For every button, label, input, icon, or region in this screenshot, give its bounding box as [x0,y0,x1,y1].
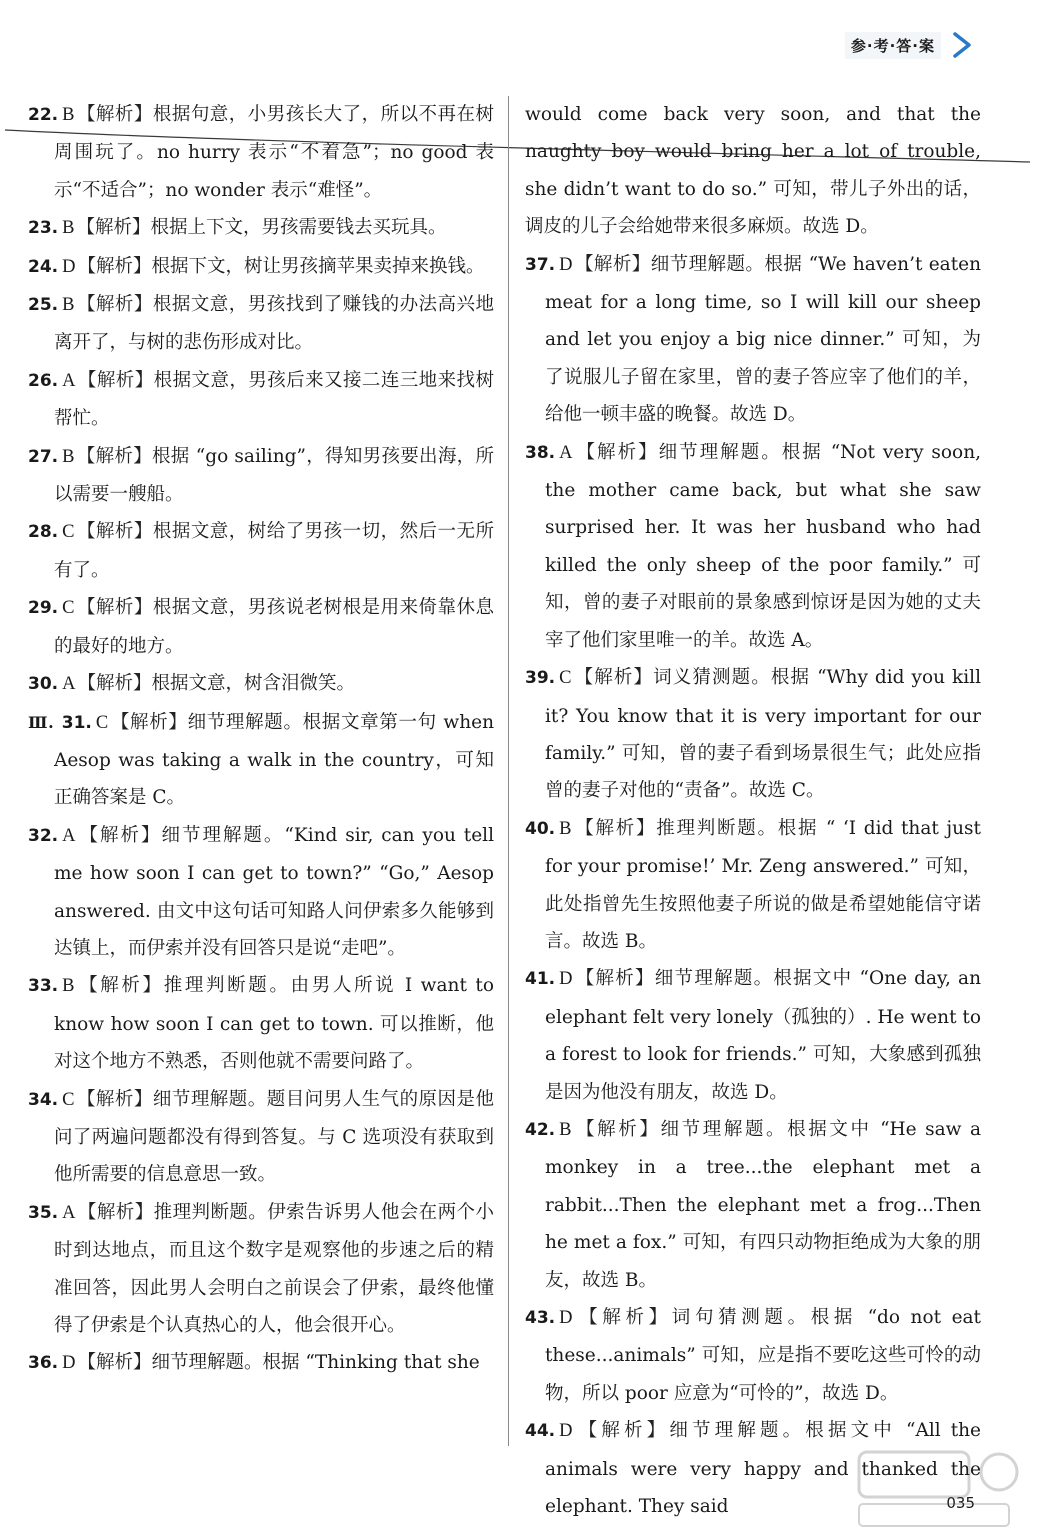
answer-item [525,659,981,810]
question-number: 28. [28,522,59,543]
analysis-tag: 【解析】 [76,445,152,467]
answer-item [28,96,494,209]
answer-letter: D [559,1421,573,1442]
analysis-tag: 【解析】 [77,673,152,695]
answer-item [28,248,494,286]
explanation-text: 细节理解题。根据 “Thinking that she [151,1352,480,1374]
answer-letter: D [559,969,573,990]
analysis-tag: 【解析】 [573,1118,661,1140]
question-number: 31. [61,712,92,733]
page-number: 035 [946,1494,975,1512]
question-number: 40. [525,818,556,839]
header-title: 参·考·答·案 [845,32,941,59]
answer-item [28,967,494,1080]
answer-letter: B [62,446,75,467]
page-header [845,30,977,60]
analysis-tag: 【解析】 [76,217,151,239]
question-number: 44. [525,1421,556,1442]
analysis-tag: 【解析】 [77,1352,152,1374]
explanation-text: 根据文意，男孩找到了赚钱的办法高兴地离开了，与树的悲伤形成对比。 [54,294,494,354]
explanation-text: 细节理解题。题目问男人生气的原因是他问了两遍问题都没有得到答复。与 C 选项没有获取到他所需要的信息意思一致。 [54,1088,494,1186]
answer-item [525,810,981,961]
explanation-text: 细节理解题。根据文中 “He saw a monkey in a tree...the elephant met a rabbit...Then the elephant met a frog...Then he met a fox.” 可知，有四只动物拒绝成为大象的朋友，故选 B。 [545,1118,981,1291]
answer-letter: C [62,1089,75,1110]
explanation-text: 根据文意，树给了男孩一切，然后一无所有了。 [54,521,494,581]
answer-item [525,246,981,434]
answer-item [28,513,494,589]
analysis-tag: 【解析】 [110,711,188,733]
answer-letter: B [559,1119,572,1140]
question-number: 26. [28,370,59,391]
question-number: 37. [525,254,556,275]
answer-letter: A [62,825,76,846]
analysis-tag: 【解析】 [76,104,153,125]
question-number: 22. [28,105,59,125]
question-number: 32. [28,825,59,846]
explanation-text: 推理判断题。根据 “ ‘I did that just for your promise!’ Mr. Zeng answered.” 可知，此处指曾先生按照他妻子所说的做是希望她能信守诺言。故选 B。 [545,817,981,952]
question-number: 24. [28,256,59,277]
explanation-text: 细节理解题。根据文中 “One day, an elephant felt very lonely（孤独的）. He went to a forest to look for friends.” 可知，大象感到孤独是因为他没有朋友，故选 D。 [545,968,981,1103]
explanation-text: 根据上下文，男孩需要钱去买玩具。 [150,217,447,239]
answer-letter: D [559,1308,573,1328]
analysis-tag: 【解析】 [76,521,153,543]
answer-item [28,665,494,703]
answer-letter: C [62,522,75,543]
analysis-tag: 【解析】 [574,1307,672,1328]
answer-item [28,1344,494,1382]
continued-text: would come back very soon, and that the naughty boy would bring her a lot of trouble, she didn’t want to do so.” 可知，带儿子外出的话，调皮的儿子会给她带来很多麻烦。故选 D。 [525,104,981,238]
analysis-tag: 【解析】 [76,1088,153,1110]
question-number: 35. [28,1202,59,1223]
explanation-text: 词句猜测题。根据 “do not eat these...animals” 可知，应是指不要吃这些可怜的动物，所以 poor 应意为“可怜的”，故选 D。 [545,1307,981,1404]
explanation-text: 根据文意，树含泪微笑。 [151,673,356,695]
answer-item [525,434,981,659]
explanation-text: 根据句意，小男孩长大了，所以不再在树周围玩了。no hurry 表示“不着急”；no good 表示“不适合”；no wonder 表示“难怪”。 [54,104,494,201]
explanation-text: 推理判断题。伊索告诉男人他会在两个小时到达地点，而且这个数字是观察他的步速之后的精准回答，因此男人会明白之前误会了伊索，最终他懂得了伊索是个认真热心的人，他会很开心。 [54,1201,494,1336]
answer-item [28,589,494,665]
analysis-tag: 【解析】 [574,253,651,275]
answer-letter: D [62,1353,76,1374]
explanation-text: 词义猜测题。根据 “Why did you kill it? You know that it is very important for our family.” 可知，曾的妻子看到场景很生气；此处应指曾的妻子对他的“责备”。故选 C。 [545,667,981,802]
explanation-text: 根据下文，树让男孩摘苹果卖掉来换钱。 [151,255,485,277]
question-number: 41. [525,969,556,990]
analysis-tag: 【解析】 [76,975,164,997]
answer-item [28,286,494,362]
question-number: 23. [28,218,59,239]
answer-letter: C [95,712,109,733]
answer-letter: B [62,105,75,125]
explanation-text: 推理判断题。由男人所说 I want to know how soon I can get to town. 可以推断，他对这个地方不熟悉，否则他就不需要问路了。 [54,975,494,1073]
explanation-text: 细节理解题。根据 “Not very soon, the mother came back, but what she saw surprised her. It was her husband who had killed the only sheep of the poor family.” 可知，曾的妻子对眼前的景象感到惊讶是因为她的丈夫宰了他们家里唯一的羊。故选 A。 [545,441,981,651]
answer-letter: A [559,442,573,463]
answer-letter: B [62,218,75,239]
analysis-tag: 【解析】 [573,667,654,689]
answer-item [525,1299,981,1412]
answer-letter: C [559,668,572,689]
analysis-tag: 【解析】 [574,1420,670,1442]
answer-letter: C [62,598,75,619]
answer-item [28,1194,494,1345]
analysis-tag: 【解析】 [77,824,162,846]
answer-letter: A [62,1202,76,1223]
question-number: 33. [28,976,59,997]
chevron-right-icon [947,30,977,60]
answer-letter: B [559,818,572,839]
question-number: 30. [28,674,59,695]
answer-letter: A [62,674,76,695]
question-number: 43. [525,1308,556,1328]
answer-letter: B [62,976,75,997]
question-number: 34. [28,1089,59,1110]
analysis-tag: 【解析】 [77,1201,154,1223]
answer-letter: A [62,370,76,391]
answer-item [28,438,494,514]
answer-item [28,817,494,968]
explanation-text: 细节理解题。根据文章第一句 when Aesop was taking a walk in the country，可知正确答案是 C。 [54,711,494,809]
question-number: 39. [525,668,556,689]
question-number: 29. [28,598,59,619]
question-number: 42. [525,1119,556,1140]
question-number: 27. [28,446,59,467]
column-divider [508,96,509,1446]
explanation-text: 根据文意，男孩后来又接二连三地来找树帮忙。 [54,369,494,430]
question-number: 38. [525,442,556,463]
watermark-logo [849,1442,1019,1532]
analysis-tag: 【解析】 [76,294,153,316]
explanation-text: 细节理解题。“Kind sir, can you tell me how soon I can get to town?” “Go,” Aesop answered. 由文中这句话可知路人问伊索多久能够到达镇上，而伊索并没有回答只是说“走吧”。 [54,824,494,959]
left-column [28,96,494,1383]
answer-item [28,362,494,438]
analysis-tag: 【解析】 [574,441,659,463]
analysis-tag: 【解析】 [77,255,152,277]
answer-item [525,960,981,1111]
explanation-text: 细节理解题。根据文中 “All the animals were very happy and thanked the elephant. They said [545,1420,981,1518]
answer-letter: D [559,254,573,275]
analysis-tag: 【解析】 [76,597,153,619]
explanation-text: 细节理解题。根据 “We haven’t eaten meat for a long time, so I will kill our sheep and let you enjoy a big nice dinner.” 可知，为了说服儿子留在家里，曾的妻子答应宰了他们的羊，给他一顿丰盛的晚餐。故选 D。 [545,253,981,426]
answer-letter: D [62,256,76,277]
answer-item [525,1111,981,1299]
answer-letter: B [62,295,75,316]
question-number: 25. [28,295,59,316]
explanation-text: 根据文意，男孩说老树根是用来倚靠休息的最好的地方。 [54,597,494,657]
question-number: 36. [28,1353,59,1374]
section-label: Ⅲ. [28,712,54,732]
answer-item [28,704,494,817]
answer-item [28,1081,494,1194]
right-column [525,96,981,1525]
explanation-text: 根据 “go sailing”，得知男孩要出海，所以需要一艘船。 [54,445,494,506]
answer-item [28,209,494,247]
analysis-tag: 【解析】 [574,968,655,990]
analysis-tag: 【解析】 [573,817,657,839]
analysis-tag: 【解析】 [77,369,154,391]
